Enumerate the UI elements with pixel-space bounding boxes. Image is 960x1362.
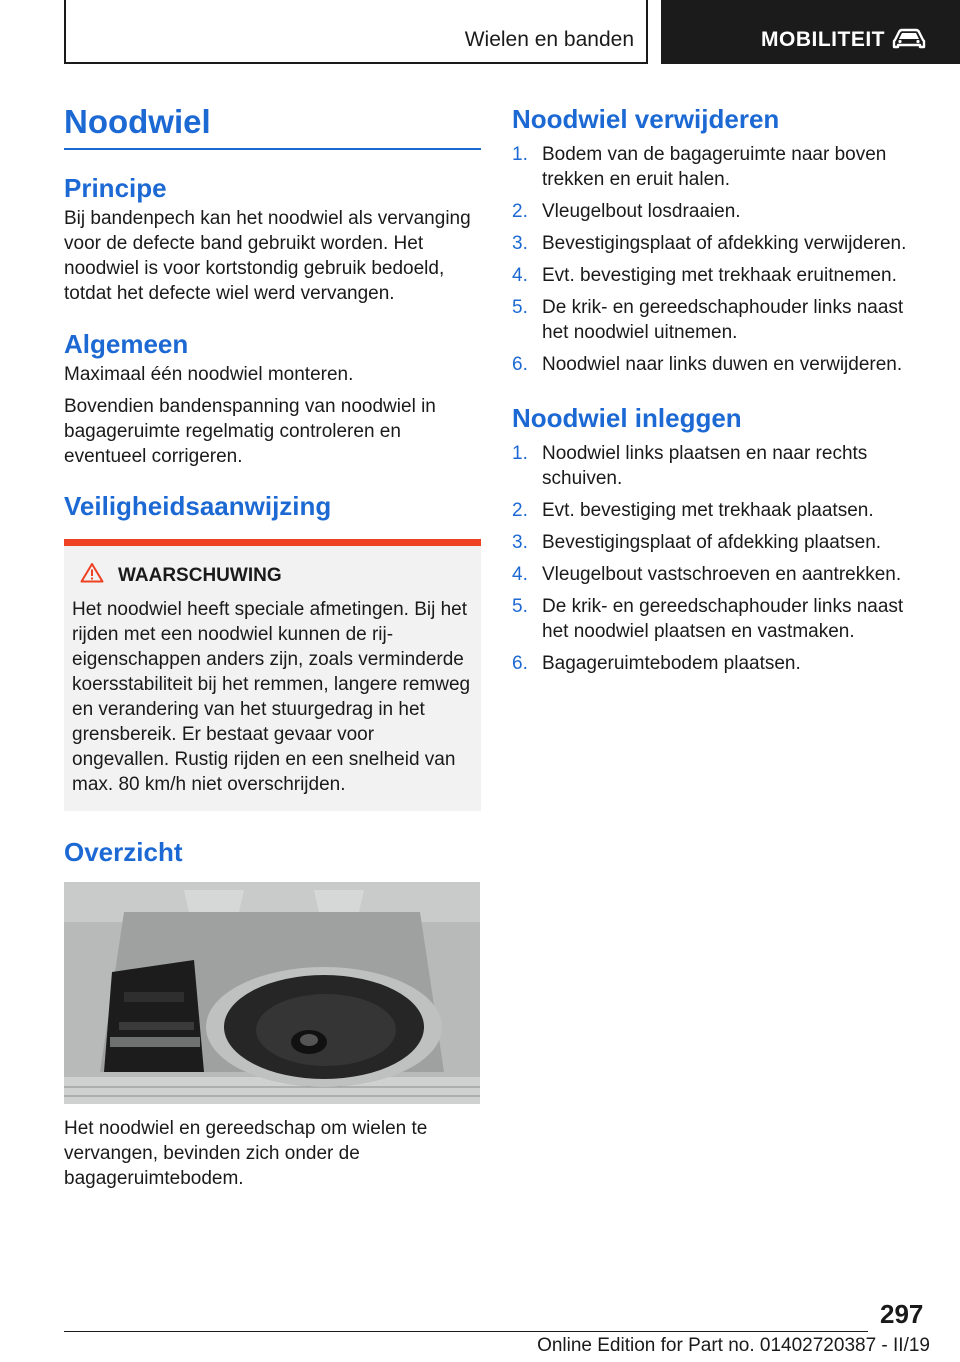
step-item <box>512 352 930 377</box>
warning-triangle-icon <box>80 562 118 589</box>
warning-label: WAARSCHUWING <box>118 564 282 586</box>
principe-text: Bij bandenpech kan het noodwiel als vervanging voor de defecte band gebruikt worden. Het noodwiel is voor kortstondig gebruik bedoeld, totdat het defecte wiel werd vervangen. <box>64 208 471 304</box>
car-icon <box>891 28 927 55</box>
step-text: Vleugelbout losdraaien. <box>542 201 741 222</box>
step-number: 5. <box>512 596 528 617</box>
heading-algemeen: Algemeen <box>64 329 189 359</box>
step-item <box>512 199 930 224</box>
step-text: Vleugelbout vastschroeven en aantrekken. <box>542 564 902 585</box>
warning-header <box>80 562 473 589</box>
left-column <box>64 100 481 1191</box>
step-text: Bevestigingsplaat of afdekking verwijderen. <box>542 233 907 254</box>
chapter-title: MOBILITEIT <box>761 28 885 51</box>
step-text: Noodwiel naar links duwen en verwijderen. <box>542 354 903 375</box>
step-item <box>512 231 930 256</box>
step-number: 6. <box>512 653 528 674</box>
step-number: 3. <box>512 532 528 553</box>
insert-steps-list <box>512 441 930 676</box>
heading-overzicht: Overzicht <box>64 837 183 867</box>
step-number: 6. <box>512 354 528 375</box>
step-number: 1. <box>512 144 528 165</box>
algemeen-text-1: Maximaal één noodwiel monteren. <box>64 364 354 385</box>
step-number: 2. <box>512 201 528 222</box>
step-number: 1. <box>512 443 528 464</box>
remove-steps-list <box>512 142 930 377</box>
step-number: 5. <box>512 297 528 318</box>
step-text: Bodem van de bagageruimte naar boven trekken en eruit halen. <box>542 144 887 190</box>
step-item <box>512 651 930 676</box>
step-item <box>512 263 930 288</box>
section-title: Wielen en banden <box>464 28 634 51</box>
algemeen-text-2: Bovendien bandenspanning van noodwiel in bagageruimte regelmatig controleren en eventueel corrigeren. <box>64 396 436 467</box>
step-number: 4. <box>512 265 528 286</box>
step-text: De krik- en gereedschaphouder links naast het noodwiel plaatsen en vastmaken. <box>542 596 904 642</box>
right-column <box>512 100 930 683</box>
step-number: 2. <box>512 500 528 521</box>
heading-insert: Noodwiel inleggen <box>512 403 742 433</box>
page-number: 297 <box>880 1299 924 1329</box>
step-item <box>512 498 930 523</box>
heading-remove: Noodwiel verwijderen <box>512 104 780 134</box>
photo-caption: Het noodwiel en gereedschap om wielen te vervangen, bevinden zich onder de bagageruimtebodem. <box>64 1118 428 1189</box>
step-item <box>512 530 930 555</box>
step-item <box>512 562 930 587</box>
warning-box <box>64 539 481 811</box>
step-text: Noodwiel links plaatsen en naar rechts schuiven. <box>542 443 868 489</box>
step-text: Bevestigingsplaat of afdekking plaatsen. <box>542 532 882 553</box>
step-text: De krik- en gereedschaphouder links naast het noodwiel uitnemen. <box>542 297 904 343</box>
step-text: Bagageruimtebodem plaatsen. <box>542 653 801 674</box>
warning-text: Het noodwiel heeft speciale afmetingen. Bij het rijden met een noodwiel kunnen de rij-eigenschappen anders zijn, zoals verminderde koersstabiliteit bij het remmen, langere remweg en verandering van het stuurgedrag in het grensbereik. Er bestaat gevaar voor ongevallen. Rustig rijden en een snelheid van max. 80 km/h niet overschrijden. <box>72 599 471 795</box>
edition-note: Online Edition for Part no. 01402720387 - II/19 <box>537 1335 930 1356</box>
step-item <box>512 441 930 491</box>
step-number: 3. <box>512 233 528 254</box>
footer-divider <box>64 1331 868 1332</box>
trunk-photo <box>64 882 481 1104</box>
chapter-tab <box>661 0 960 64</box>
step-item <box>512 142 930 192</box>
step-number: 4. <box>512 564 528 585</box>
step-item <box>512 295 930 345</box>
heading-principe: Principe <box>64 173 167 203</box>
page-title: Noodwiel <box>64 100 481 150</box>
step-text: Evt. bevestiging met trekhaak eruitnemen. <box>542 265 897 286</box>
step-item <box>512 594 930 644</box>
heading-veiligheid: Veiligheidsaanwijzing <box>64 491 332 521</box>
step-text: Evt. bevestiging met trekhaak plaatsen. <box>542 500 874 521</box>
